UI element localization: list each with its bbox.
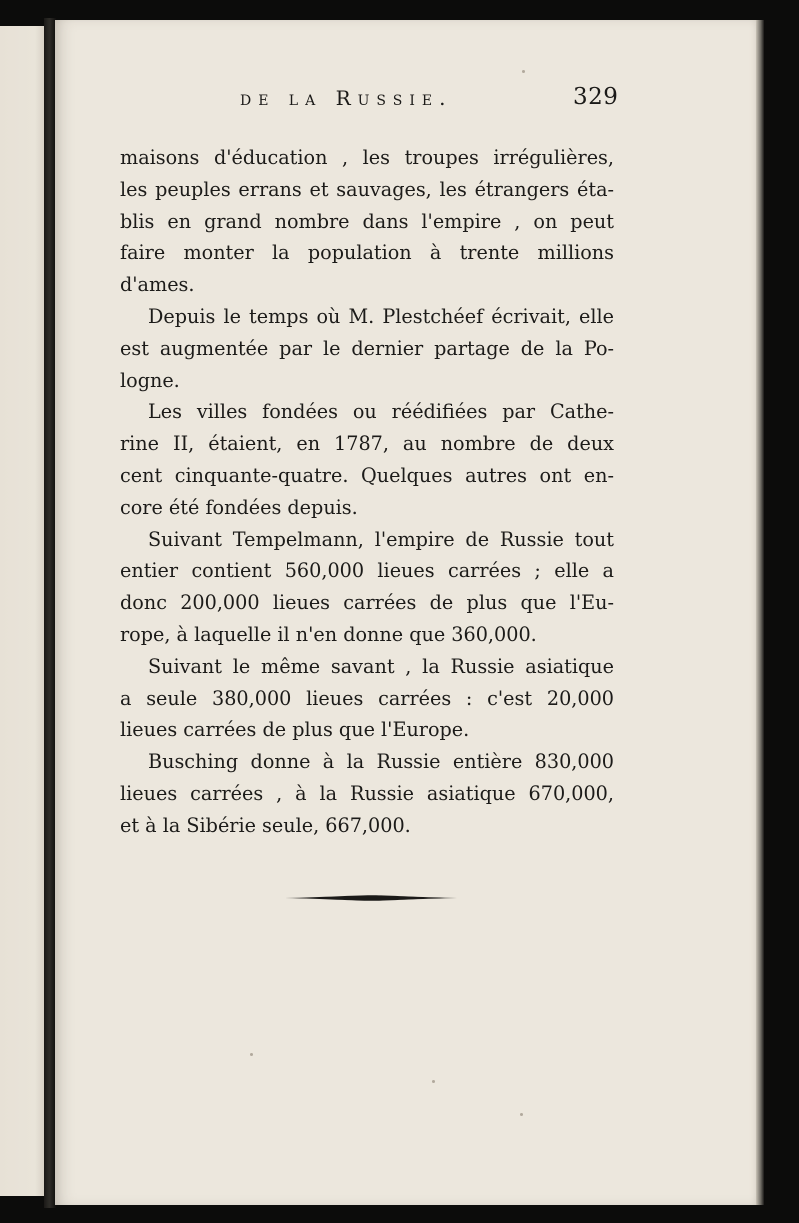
text-line: core été fondées depuis. [120, 495, 358, 519]
tailpiece-rule-ornament [285, 892, 457, 904]
text-line: Suivant le même savant , la Russie asiatique [148, 654, 614, 678]
paper-speck [520, 1113, 523, 1116]
paragraph [120, 142, 614, 301]
text-line: et à la Sibérie seule, 667,000. [120, 813, 411, 837]
paper-speck [250, 1053, 253, 1056]
paragraph [120, 746, 614, 841]
page-number: 329 [573, 84, 619, 110]
paper-speck [522, 70, 525, 73]
page-fore-edge [756, 20, 764, 1205]
text-line: lieues carrées , à la Russie asiatique 670,000, [120, 781, 614, 805]
text-line: Les villes fondées ou réédifiées par Cathe- [148, 400, 614, 424]
running-head [68, 84, 619, 126]
text-line: maisons d'éducation , les troupes irrégulières, [120, 146, 614, 169]
paper-speck [432, 1080, 435, 1083]
text-line: est augmentée par le dernier partage de la Po- [120, 336, 614, 360]
previous-page-edge [0, 26, 44, 1196]
body-text [120, 142, 614, 842]
paragraph [120, 524, 614, 651]
text-line: donc 200,000 lieues carrées de plus que l'Eu- [120, 591, 614, 615]
paragraph [120, 651, 614, 746]
paragraph [120, 301, 614, 396]
text-line: rope, à laquelle il n'en donne que 360,000. [120, 622, 537, 646]
text-line: Suivant Tempelmann, l'empire de Russie tout [148, 527, 614, 551]
text-line: logne. [120, 368, 180, 392]
running-head-title: de la Russie. [240, 86, 453, 110]
text-line: rine II, étaient, en 1787, au nombre de deux [120, 432, 614, 456]
paragraph [120, 396, 614, 523]
text-line: d'ames. [120, 273, 195, 297]
text-line: Busching donne à la Russie entière 830,000 [148, 750, 614, 774]
text-line: cent cinquante-quatre. Quelques autres ont en- [120, 463, 614, 487]
text-line: les peuples errans et sauvages, les étrangers éta- [120, 177, 614, 201]
text-line: a seule 380,000 lieues carrées : c'est 20,000 [120, 686, 614, 710]
text-line: lieues carrées de plus que l'Europe. [120, 718, 470, 742]
text-line: Depuis le temps où M. Plestchéef écrivait, elle [148, 304, 614, 328]
text-line: entier contient 560,000 lieues carrées ; elle a [120, 559, 614, 583]
text-line: faire monter la population à trente millions [120, 241, 614, 265]
text-line: blis en grand nombre dans l'empire , on peut [120, 209, 614, 233]
